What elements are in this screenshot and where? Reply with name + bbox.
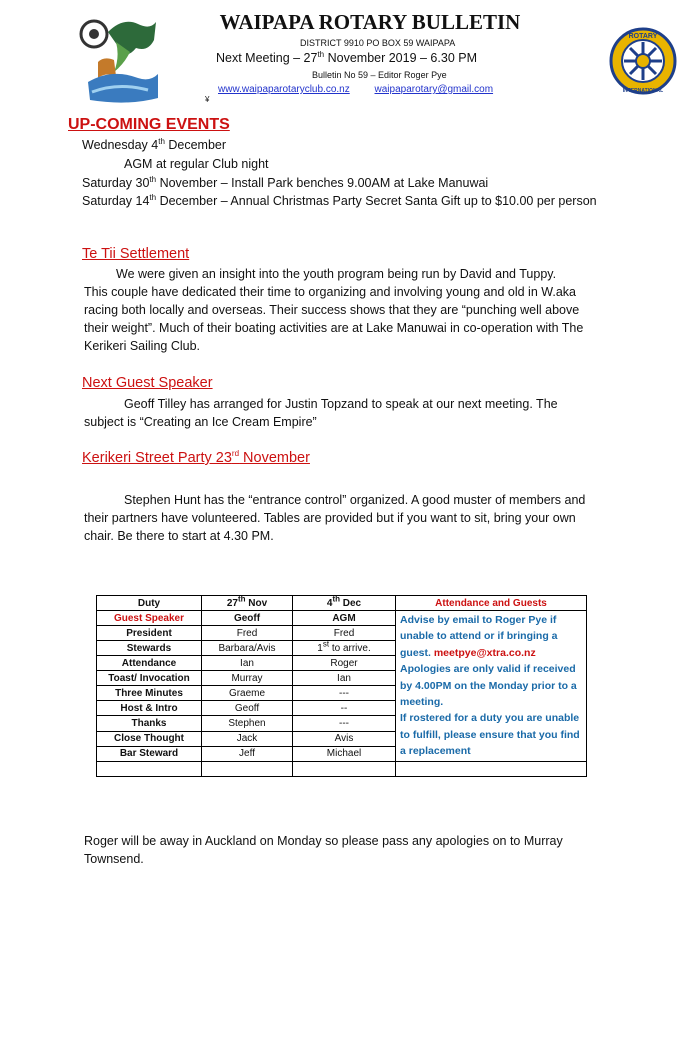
nov-cell: Fred xyxy=(202,626,293,641)
duty-cell: Stewards xyxy=(97,641,202,656)
header-27-nov: 27th Nov xyxy=(202,596,293,611)
dec-cell: --- xyxy=(293,686,396,701)
duty-cell: Guest Speaker xyxy=(97,611,202,626)
duty-cell: President xyxy=(97,626,202,641)
header-4-dec: 4th Dec xyxy=(293,596,396,611)
dec-cell: Fred xyxy=(293,626,396,641)
nov-cell: Geoff xyxy=(202,611,293,626)
duty-cell: Thanks xyxy=(97,716,202,731)
spacer-cell xyxy=(396,761,587,776)
header-attendance: Attendance and Guests xyxy=(396,596,587,611)
dec-cell: AGM xyxy=(293,611,396,626)
attendance-info: Advise by email to Roger Pye if unable to attend or if bringing a guest. meetpye@xtra.co.nz Apologies are only valid if received by 4.00PM on the Monday prior to a meeting. If rostered for a duty you are unable to fulfill, please ensure that you find a replacement xyxy=(396,611,587,762)
website-link[interactable]: www.waipaparotaryclub.co.nz xyxy=(218,84,350,95)
duty-roster-table xyxy=(96,595,587,777)
duty-cell: Host & Intro xyxy=(97,701,202,716)
table-row xyxy=(97,611,587,626)
nov-cell: Stephen xyxy=(202,716,293,731)
dec-cell: Michael xyxy=(293,746,396,761)
table-spacer-row xyxy=(97,761,587,776)
duty-cell: Bar Steward xyxy=(97,746,202,761)
dec-cell: Ian xyxy=(293,671,396,686)
bulletin-title: WAIPAPA ROTARY BULLETIN xyxy=(219,10,521,34)
street-party-heading: Kerikeri Street Party 23rd November xyxy=(82,449,310,466)
event-line-3: Saturday 30th November – Install Park benches 9.00AM at Lake Manuwai xyxy=(82,174,489,190)
upcoming-events-heading: UP-COMING EVENTS xyxy=(68,116,230,133)
bulletin-number: Bulletin No 59 – Editor Roger Pye xyxy=(312,70,447,80)
event-line-4: Saturday 14th December – Annual Christmas Party Secret Santa Gift up to $10.00 per person xyxy=(82,192,597,208)
nov-cell: Geoff xyxy=(202,701,293,716)
rotary-international-logo xyxy=(608,26,678,96)
email-link[interactable]: waipaparotary@gmail.com xyxy=(374,84,494,95)
district-line: DISTRICT 9910 PO BOX 59 WAIPAPA xyxy=(300,38,456,48)
dec-cell: Roger xyxy=(293,656,396,671)
header-duty: Duty xyxy=(97,596,202,611)
dec-cell: --- xyxy=(293,716,396,731)
nov-cell: Jeff xyxy=(202,746,293,761)
event-line-1: Wednesday 4th December xyxy=(82,136,227,152)
next-meeting-line: Next Meeting – 27th November 2019 – 6.30 PM xyxy=(216,49,477,65)
stray-mark: ¥ xyxy=(205,95,210,104)
street-party-paragraph: Stephen Hunt has the “entrance control” organized. A good muster of members and their partners have volunteered. Tables are provided but if you want to sit, bring your own chair. Be there to start at 4.30 PM. xyxy=(84,493,586,543)
duty-cell: Three Minutes xyxy=(97,686,202,701)
dec-cell: 1st to arrive. xyxy=(293,641,396,656)
seal-text-top: ROTARY xyxy=(628,33,658,40)
contact-links xyxy=(218,84,515,95)
spacer-cell xyxy=(97,761,202,776)
nov-cell: Jack xyxy=(202,731,293,746)
nov-cell: Graeme xyxy=(202,686,293,701)
footer-note: Roger will be away in Auckland on Monday so please pass any apologies on to Murray Townsend. xyxy=(84,834,563,866)
guest-speaker-paragraph: Geoff Tilley has arranged for Justin Topzand to speak at our next meeting. The subject is “Creating an Ice Cream Empire” xyxy=(84,397,558,429)
nov-cell: Barbara/Avis xyxy=(202,641,293,656)
duty-cell: Attendance xyxy=(97,656,202,671)
duty-cell: Toast/ Invocation xyxy=(97,671,202,686)
seal-text-bottom: INTERNATIONAL xyxy=(622,88,664,94)
te-tii-paragraph: We were given an insight into the youth program being run by David and Tuppy. This couple have dedicated their time to organizing and involving young and old in W.aka racing both locally and overseas. Their success shows that they are “punching well above their weight”. Much of their boating activities are at Lake Manuwai in co-operation with The Kerikeri Sailing Club. xyxy=(84,267,584,353)
table-header-row xyxy=(97,596,587,611)
dec-cell: Avis xyxy=(293,731,396,746)
spacer-cell xyxy=(293,761,396,776)
guest-speaker-heading: Next Guest Speaker xyxy=(82,375,213,391)
duty-cell: Close Thought xyxy=(97,731,202,746)
nov-cell: Ian xyxy=(202,656,293,671)
info-email: meetpye@xtra.co.nz xyxy=(433,646,536,659)
te-tii-heading: Te Tii Settlement xyxy=(82,246,190,262)
spacer-cell xyxy=(202,761,293,776)
event-line-2: AGM at regular Club night xyxy=(124,157,269,171)
nov-cell: Murray xyxy=(202,671,293,686)
dec-cell: -- xyxy=(293,701,396,716)
